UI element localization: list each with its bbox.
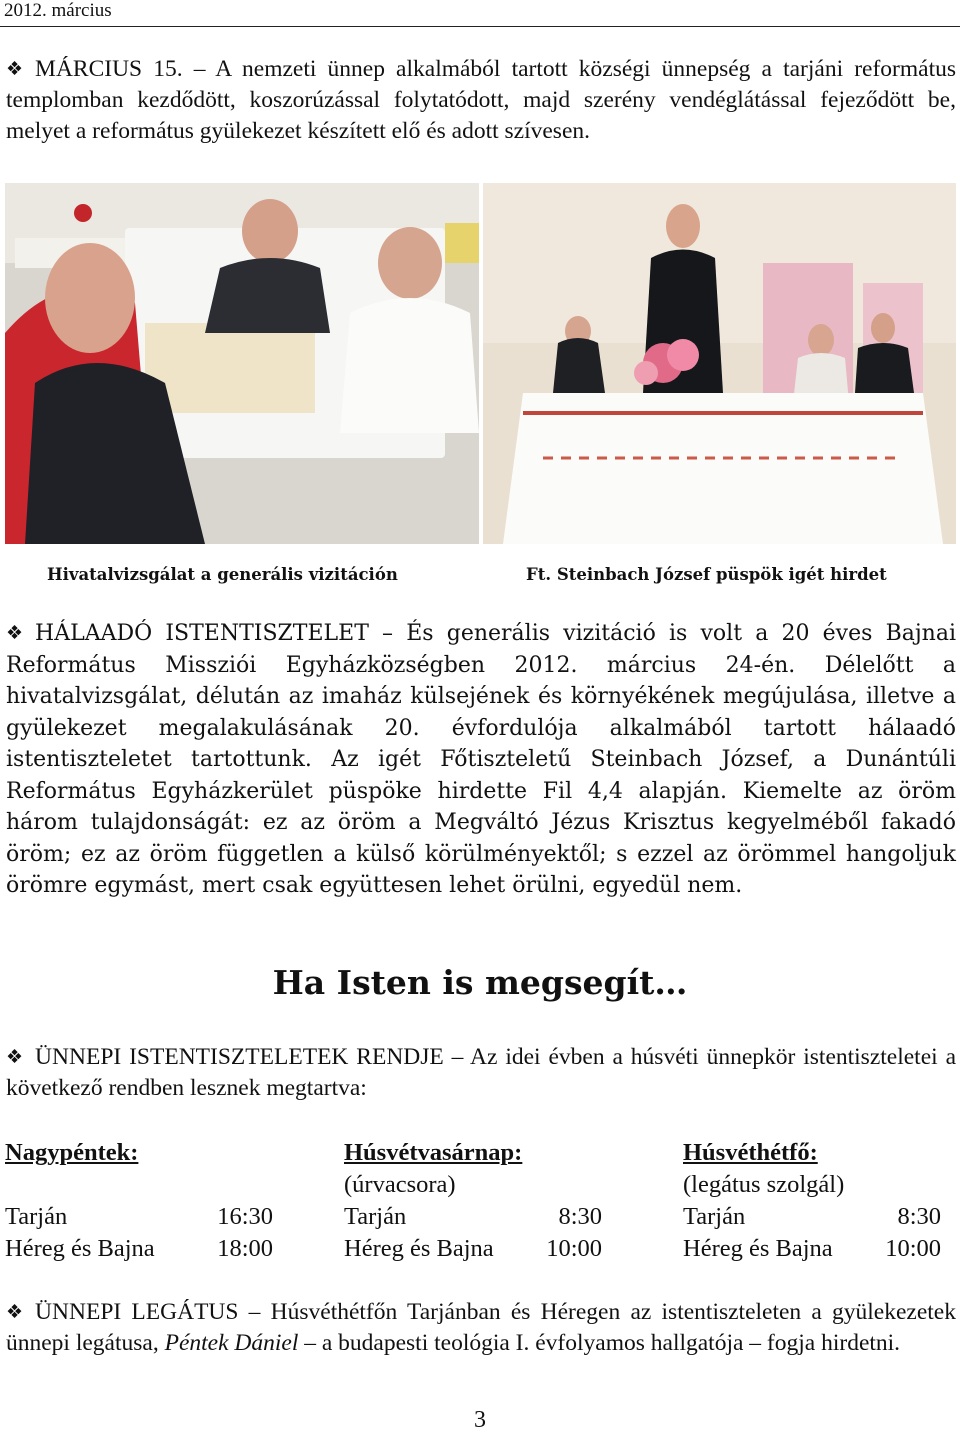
schedule-note: [5, 1169, 273, 1201]
schedule-row: [344, 1233, 602, 1265]
photo-sermon: [483, 183, 956, 544]
schedule-husvethetfo: [683, 1137, 941, 1265]
schedule-note: (legátus szolgál): [683, 1171, 845, 1198]
diamond-bullet-icon: ❖: [6, 59, 24, 80]
schedule-time: 8:30: [897, 1203, 941, 1230]
schedule-place: Tarján: [683, 1203, 746, 1230]
schedule-note: (úrvacsora): [344, 1171, 456, 1198]
schedule-row: [5, 1233, 273, 1265]
schedule-husvetvasarnap: [344, 1137, 602, 1265]
diamond-bullet-icon: ❖: [6, 1047, 24, 1068]
schedule-time: 10:00: [885, 1235, 941, 1262]
schedule-time: 8:30: [558, 1203, 602, 1230]
schedule-title: Húsvéthétfő:: [683, 1139, 818, 1166]
page-header: [0, 0, 960, 27]
page-number: 3: [474, 1407, 486, 1433]
diamond-bullet-icon: ❖: [6, 1302, 24, 1323]
photo-meeting: [5, 183, 479, 544]
section-unnepi-istentiszteletek-text: ÜNNEPI ISTENTISZTELETEK RENDJE – Az idei évben a húsvéti ünnepkör istentiszteletei a következő rendben lesznek megtartva:: [6, 1044, 956, 1101]
header-date: 2012. március: [4, 0, 112, 21]
section-unnepi-istentiszteletek: [6, 1042, 956, 1104]
section-unnepi-legatus: [6, 1297, 956, 1359]
schedule-title: Nagypéntek:: [5, 1139, 139, 1166]
schedule-row: [683, 1201, 941, 1233]
schedule-row: [683, 1233, 941, 1265]
schedule-place: Tarján: [5, 1203, 68, 1230]
schedule-place: Héreg és Bajna: [344, 1235, 494, 1262]
section-halaado: [6, 618, 956, 902]
photo-meeting-image: [5, 183, 479, 544]
photo-caption-2: Ft. Steinbach József püspök igét hirdet: [526, 565, 887, 584]
schedule-place: Héreg és Bajna: [5, 1235, 155, 1262]
schedule-time: 16:30: [217, 1203, 273, 1230]
schedule-time: 10:00: [546, 1235, 602, 1262]
section-marcius-15: [6, 54, 956, 147]
diamond-bullet-icon: ❖: [6, 622, 24, 644]
schedule-place: Héreg és Bajna: [683, 1235, 833, 1262]
section-unnepi-legatus-text-before: ÜNNEPI LEGÁTUS – Húsvéthétfőn Tarjánban és Héregen az istentiszteleten a gyülekezetek ünnepi legátusa,: [6, 1299, 956, 1356]
schedule-nagypentek: [5, 1137, 273, 1265]
photo-caption-1: Hivatalvizsgálat a generális vizitáción: [47, 565, 398, 584]
schedule-place: Tarján: [344, 1203, 407, 1230]
schedule-row: [5, 1201, 273, 1233]
schedule-time: 18:00: [217, 1235, 273, 1262]
page-heading: Ha Isten is megsegít…: [272, 963, 688, 1002]
section-unnepi-legatus-text-after: – a budapesti teológia I. évfolyamos hallgatója – fogja hirdetni.: [304, 1330, 901, 1356]
section-marcius-15-text: MÁRCIUS 15. – A nemzeti ünnep alkalmából tartott községi ünnepség a tarjáni református templomban kezdődött, koszorúzással folytatódott, majd szerény vendéglátással fejeződött be, melyet a református gyülekezet készített elő és adott szívesen.: [6, 56, 956, 144]
schedule-row: [344, 1201, 602, 1233]
photo-sermon-image: [483, 183, 956, 544]
schedule-title: Húsvétvasárnap:: [344, 1139, 523, 1166]
legatus-name: Péntek Dániel: [164, 1330, 299, 1356]
section-halaado-text: HÁLAADÓ ISTENTISZTELET – És generális vizitáció is volt a 20 éves Bajnai Református Missziói Egyházközségben 2012. március 24-én. Délelőtt a hivatalvizsgálat, délután az imaház külsejének és környékének megújulása, illetve a gyülekezet megalakulásának 20. évfordulója alkalmából tartott hálaadó istentiszteletet tartottunk. Az igét Főtiszteletű Steinbach József, a Dunántúli Református Egyházkerület püspöke hirdette Fil 4,4 alapján. Kiemelte az öröm három tulajdonságát: ez az öröm a Megváltó Jézus Krisztus kegyelméből fakadó öröm; ez az öröm független a külső körülményektől; s ezzel az örömmel hangoljuk örömre egymást, mert csak együttesen lehet örülni, egyedül nem.: [6, 621, 956, 898]
